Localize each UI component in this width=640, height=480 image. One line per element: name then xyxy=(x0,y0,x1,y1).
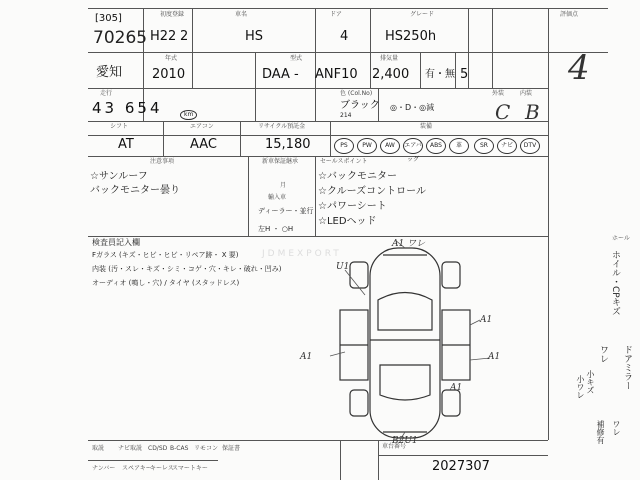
overall-score: 4 xyxy=(568,48,590,88)
equip-icon: エアバッグ xyxy=(403,138,423,154)
lot-bracket: [305] xyxy=(95,13,122,24)
notes-title: 注意事項 xyxy=(150,158,175,165)
damage-mark: A1 xyxy=(450,383,463,393)
label-shift: シフト xyxy=(110,123,129,130)
label-recycle: リサイクル預託金 xyxy=(258,123,306,130)
dealer-type: ディーラー・並行 xyxy=(258,207,314,215)
footer-cell: ナンバー xyxy=(92,465,116,472)
label-car-name: 車名 xyxy=(235,11,248,18)
footer-cell: キーレス xyxy=(150,465,174,472)
label-model-year: 年式 xyxy=(165,55,178,62)
dealer-month: 月 xyxy=(280,182,287,189)
car-name: HS xyxy=(245,29,264,44)
label-doors: ドア xyxy=(330,11,342,18)
damage-mark: B2U1 xyxy=(392,436,418,446)
right-note: ワレ xyxy=(598,345,608,363)
footer-cell: 保証書 xyxy=(222,445,241,452)
equip-icon: DTV xyxy=(520,138,540,154)
label-mileage: 走行 xyxy=(100,90,113,97)
inspector-line: Fガラス (キズ・ヒビ・ヒビ・リペア跡・ X 要) xyxy=(92,251,239,259)
sales-item: ☆LEDヘッド xyxy=(318,216,377,227)
right-note: ドアミラー xyxy=(622,345,632,390)
color: ブラック xyxy=(340,100,380,111)
label-model: 型式 xyxy=(290,55,303,62)
region: 愛知 xyxy=(96,65,123,80)
right-top-label: ホール xyxy=(612,235,630,242)
model-code: ANF10 xyxy=(315,67,358,82)
footer-cell: ナビ取説 xyxy=(118,445,143,452)
reg-month: 2 xyxy=(180,29,189,44)
sales-item: ☆バックモニター xyxy=(318,171,397,182)
equip-icon: ナビ xyxy=(497,138,517,154)
mileage: 43 654 xyxy=(92,99,163,117)
damage-mark: A1 ワレ xyxy=(392,239,426,249)
model-year: 2010 xyxy=(152,67,186,82)
right-note: 小キズ xyxy=(586,370,595,394)
footer-cell: リモコン xyxy=(194,445,219,452)
footer-cell: CD/SD xyxy=(148,445,168,452)
label-aircon: エアコン xyxy=(190,123,214,130)
seats-type: 有・無 xyxy=(425,69,455,80)
dealer-import: 輸入車 xyxy=(268,194,287,201)
seats: 5 xyxy=(460,67,469,82)
footer-cell: 取説 xyxy=(92,445,105,452)
right-note: ホイル・CPキズ xyxy=(610,250,620,316)
label-exterior: 外装 xyxy=(492,90,505,97)
equip-icon: PS xyxy=(334,138,354,154)
color-code: 214 xyxy=(340,112,352,119)
exterior-score: C xyxy=(495,100,511,124)
label-color: 色 (Col.No) xyxy=(340,90,373,97)
equip-icon: ABS xyxy=(426,138,446,154)
footer-cell: スマートキー xyxy=(172,465,208,472)
label-equipment: 装備 xyxy=(420,123,433,130)
options: ◎・D・◎減 xyxy=(390,103,435,112)
sales-item: ☆パワーシート xyxy=(318,201,387,212)
damage-mark: A1 xyxy=(300,352,313,362)
right-note: ワレ xyxy=(612,420,621,436)
reg-era: H22 xyxy=(150,29,177,44)
damage-mark: U1 xyxy=(336,262,350,272)
vin-label: 車台番号 xyxy=(382,443,407,450)
equip-icon: PW xyxy=(357,138,377,154)
label-score: 評価点 xyxy=(560,11,579,18)
inspector-line: 内装 (汚・スレ・キズ・シミ・コゲ・穴・キレ・破れ・凹み) xyxy=(92,265,282,273)
equip-icon: AW xyxy=(380,138,400,154)
mileage-unit: km xyxy=(180,110,197,120)
equip-icon: 革 xyxy=(449,138,469,154)
displacement: 2,400 xyxy=(372,67,410,82)
aircon: AAC xyxy=(190,137,217,152)
dealer-title: 新車保証継承 xyxy=(262,158,299,165)
right-note: 補修有 xyxy=(596,420,605,444)
inspector-line: オーディオ (鳴し・穴) / タイヤ (スタッドレス) xyxy=(92,279,240,287)
damage-mark: A1 xyxy=(480,315,493,325)
label-displacement: 排気量 xyxy=(380,55,399,62)
shift: AT xyxy=(118,137,134,152)
interior-score: B xyxy=(525,100,540,124)
grade: HS250h xyxy=(385,29,437,44)
footer-cell: スペアキー xyxy=(122,465,152,472)
right-note: 小ワレ xyxy=(576,375,585,399)
label-interior: 内装 xyxy=(520,90,533,97)
watermark: JDMEXPORT xyxy=(262,249,342,259)
inspector-title: 検査員記入欄 xyxy=(92,238,140,247)
label-first-reg: 初度登録 xyxy=(160,11,185,18)
equip-icon: SR xyxy=(474,138,494,154)
doors: 4 xyxy=(340,29,349,44)
label-grade: グレード xyxy=(410,11,435,18)
sales-item: ☆クルーズコントロール xyxy=(318,186,426,197)
vin: 2027307 xyxy=(432,459,490,474)
lot-number: 70265 xyxy=(93,28,148,48)
damage-mark: A1 xyxy=(488,352,501,362)
sales-title: セールスポイント xyxy=(320,158,368,165)
note-line: ☆サンルーフ xyxy=(90,171,148,182)
model-prefix: DAA - xyxy=(262,67,299,82)
recycle-fee: 15,180 xyxy=(265,137,311,152)
steering: 左H ・ ○H xyxy=(258,225,294,233)
note-line: バックモニター曇り xyxy=(90,185,180,196)
footer-cell: B-CAS xyxy=(170,445,189,452)
